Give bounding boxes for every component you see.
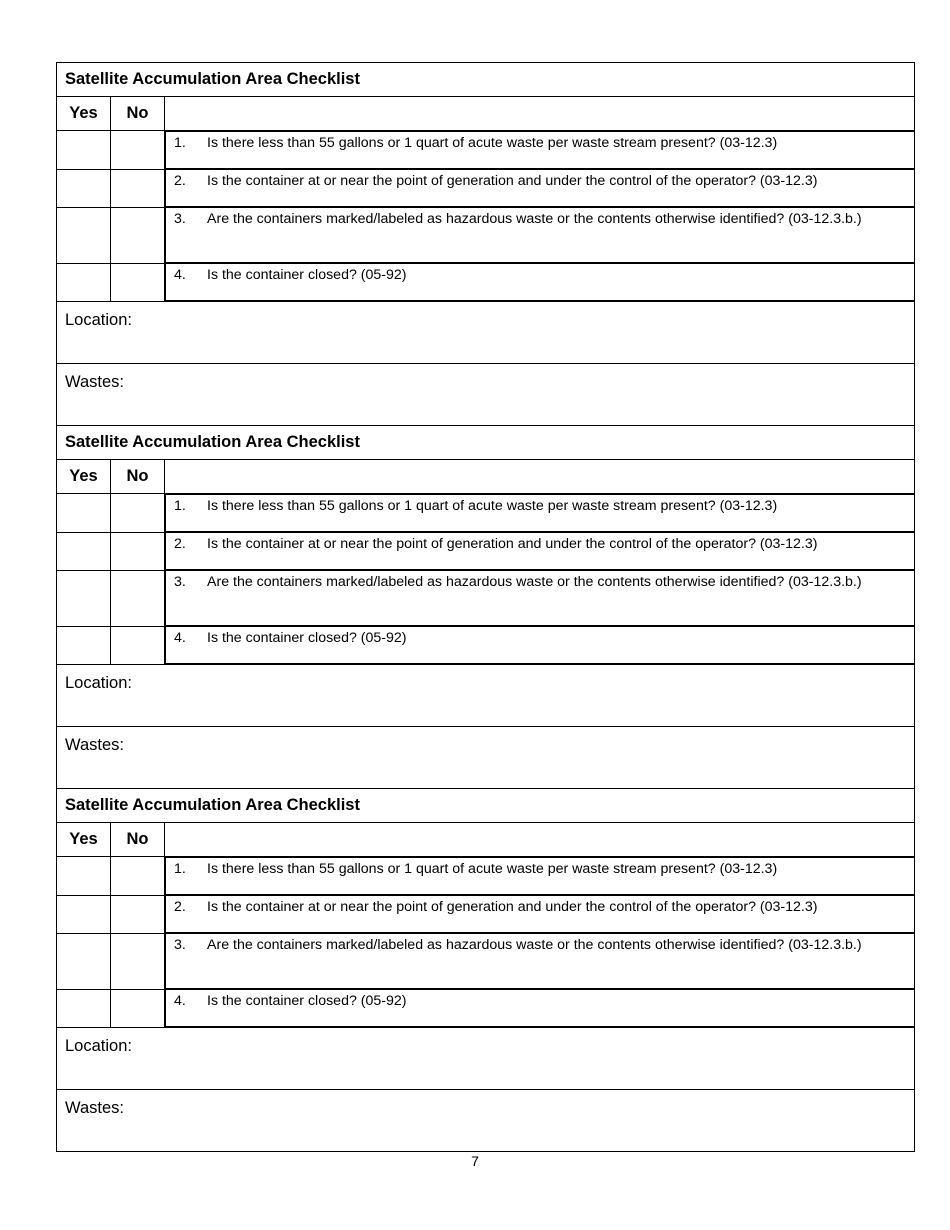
question-column-header (165, 97, 915, 131)
question-cell (165, 933, 915, 989)
wastes-field[interactable]: Wastes: (57, 364, 915, 426)
no-checkbox-cell[interactable] (111, 263, 165, 302)
yes-checkbox-cell[interactable] (57, 570, 111, 626)
yes-checkbox-cell[interactable] (57, 895, 111, 933)
question-text: Is the container at or near the point of generation and under the control of the operator? (03-12.3) (207, 536, 818, 552)
question-number: 1. (174, 135, 186, 151)
no-checkbox-cell[interactable] (111, 895, 165, 933)
question-text: Are the containers marked/labeled as hazardous waste or the contents otherwise identified? (03-12.3.b.) (207, 211, 862, 227)
yes-checkbox-cell[interactable] (57, 857, 111, 896)
yes-checkbox-cell[interactable] (57, 494, 111, 533)
checklist-form (56, 62, 915, 1152)
yes-column-header: Yes (57, 460, 111, 494)
question-number: 2. (174, 899, 186, 915)
no-checkbox-cell[interactable] (111, 570, 165, 626)
checklist-1-header-row (57, 97, 915, 131)
no-checkbox-cell[interactable] (111, 131, 165, 170)
location-row (57, 665, 915, 727)
question-text: Is the container closed? (05-92) (207, 267, 407, 283)
yes-checkbox-cell[interactable] (57, 263, 111, 302)
question-cell (165, 895, 915, 933)
wastes-row (57, 1090, 915, 1152)
yes-checkbox-cell[interactable] (57, 626, 111, 665)
question-text: Are the containers marked/labeled as hazardous waste or the contents otherwise identified? (03-12.3.b.) (207, 937, 862, 953)
question-number: 4. (174, 267, 186, 283)
question-column-header (165, 460, 915, 494)
question-row (57, 989, 915, 1028)
question-text: Is there less than 55 gallons or 1 quart of acute waste per waste stream present? (03-12.3) (207, 861, 778, 877)
question-cell (165, 494, 915, 532)
question-row (57, 532, 915, 570)
question-cell (165, 857, 915, 895)
question-row (57, 933, 915, 989)
question-text: Is there less than 55 gallons or 1 quart of acute waste per waste stream present? (03-12.3) (207, 498, 778, 514)
question-number: 3. (174, 211, 186, 227)
question-text: Is there less than 55 gallons or 1 quart of acute waste per waste stream present? (03-12.3) (207, 135, 778, 151)
question-cell (165, 626, 915, 664)
yes-checkbox-cell[interactable] (57, 169, 111, 207)
checklist-title: Satellite Accumulation Area Checklist (57, 63, 915, 97)
wastes-field[interactable]: Wastes: (57, 1090, 915, 1152)
checklist-title: Satellite Accumulation Area Checklist (57, 789, 915, 823)
question-row (57, 626, 915, 665)
wastes-field[interactable]: Wastes: (57, 727, 915, 789)
location-field[interactable]: Location: (57, 302, 915, 364)
question-row (57, 895, 915, 933)
question-row (57, 570, 915, 626)
question-text: Is the container at or near the point of generation and under the control of the operator? (03-12.3) (207, 899, 818, 915)
question-number: 4. (174, 630, 186, 646)
checklist-3-title-row (57, 789, 915, 823)
no-checkbox-cell[interactable] (111, 626, 165, 665)
checklist-table (56, 62, 915, 1152)
yes-checkbox-cell[interactable] (57, 933, 111, 989)
question-number: 1. (174, 861, 186, 877)
no-checkbox-cell[interactable] (111, 933, 165, 989)
question-cell (165, 263, 915, 301)
yes-column-header: Yes (57, 97, 111, 131)
wastes-row (57, 364, 915, 426)
location-field[interactable]: Location: (57, 665, 915, 727)
question-cell (165, 169, 915, 207)
question-text: Is the container closed? (05-92) (207, 993, 407, 1009)
no-checkbox-cell[interactable] (111, 857, 165, 896)
checklist-3-header-row (57, 823, 915, 857)
checklist-1-title-row (57, 63, 915, 97)
yes-checkbox-cell[interactable] (57, 989, 111, 1028)
question-number: 1. (174, 498, 186, 514)
no-checkbox-cell[interactable] (111, 532, 165, 570)
checklist-2-title-row (57, 426, 915, 460)
no-checkbox-cell[interactable] (111, 494, 165, 533)
question-cell (165, 532, 915, 570)
question-number: 3. (174, 937, 186, 953)
question-cell (165, 570, 915, 626)
question-cell (165, 989, 915, 1027)
no-column-header: No (111, 823, 165, 857)
yes-column-header: Yes (57, 823, 111, 857)
no-checkbox-cell[interactable] (111, 169, 165, 207)
question-cell (165, 207, 915, 263)
question-number: 4. (174, 993, 186, 1009)
question-row (57, 131, 915, 170)
question-row (57, 263, 915, 302)
yes-checkbox-cell[interactable] (57, 131, 111, 170)
question-number: 3. (174, 574, 186, 590)
checklist-title: Satellite Accumulation Area Checklist (57, 426, 915, 460)
question-text: Are the containers marked/labeled as hazardous waste or the contents otherwise identified? (03-12.3.b.) (207, 574, 862, 590)
page-number: 7 (471, 1153, 479, 1169)
question-text: Is the container closed? (05-92) (207, 630, 407, 646)
question-row (57, 857, 915, 896)
yes-checkbox-cell[interactable] (57, 207, 111, 263)
question-row (57, 494, 915, 533)
checklist-2-header-row (57, 460, 915, 494)
wastes-row (57, 727, 915, 789)
location-row (57, 302, 915, 364)
location-field[interactable]: Location: (57, 1028, 915, 1090)
location-row (57, 1028, 915, 1090)
no-column-header: No (111, 460, 165, 494)
question-row (57, 169, 915, 207)
no-checkbox-cell[interactable] (111, 207, 165, 263)
question-number: 2. (174, 173, 186, 189)
question-text: Is the container at or near the point of generation and under the control of the operator? (03-12.3) (207, 173, 818, 189)
question-row (57, 207, 915, 263)
no-checkbox-cell[interactable] (111, 989, 165, 1028)
question-number: 2. (174, 536, 186, 552)
no-column-header: No (111, 97, 165, 131)
question-cell (165, 131, 915, 169)
yes-checkbox-cell[interactable] (57, 532, 111, 570)
question-column-header (165, 823, 915, 857)
